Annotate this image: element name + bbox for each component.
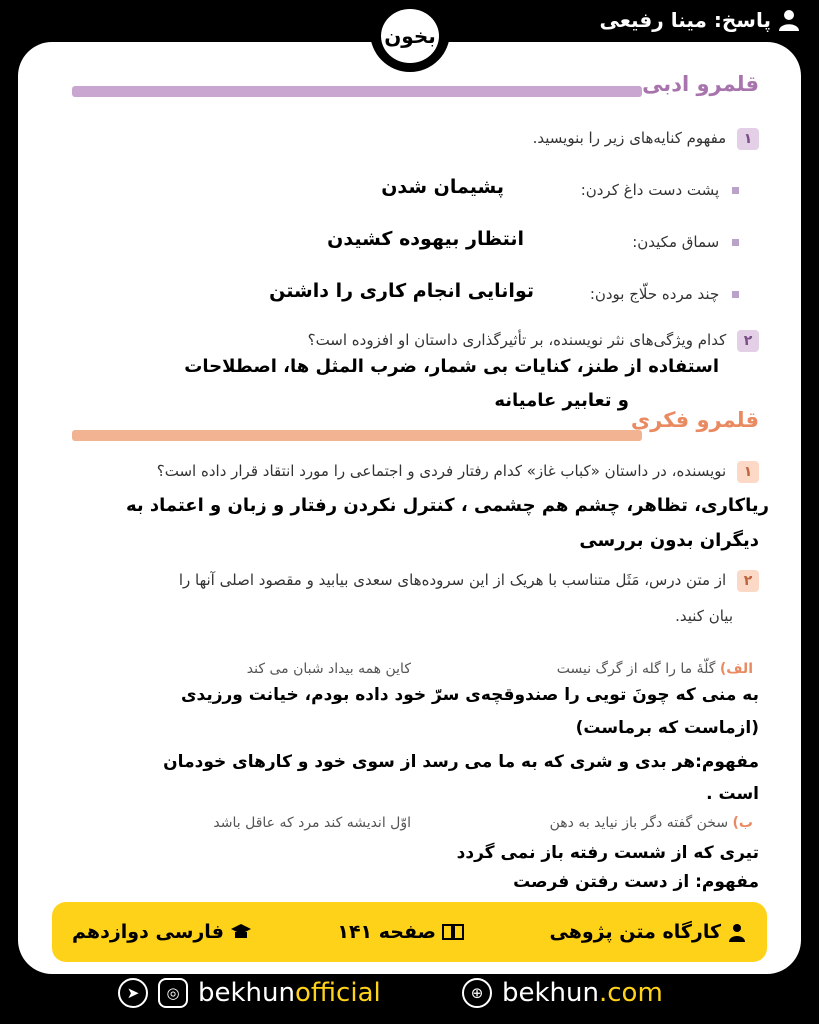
question-number: ۱ bbox=[737, 461, 759, 483]
page-label bbox=[337, 921, 464, 943]
globe-icon: ⊕ bbox=[462, 978, 492, 1008]
book-label bbox=[72, 921, 252, 943]
hemistich: اوّل اندیشه کند مرد که عاقل باشد bbox=[213, 815, 411, 831]
logo-text: بخون bbox=[384, 24, 436, 48]
literary-q2 bbox=[308, 330, 759, 352]
user-icon bbox=[779, 9, 799, 31]
graduation-cap-icon bbox=[230, 923, 252, 941]
social-handle[interactable] bbox=[118, 978, 381, 1008]
idiom-answer: انتظار بیهوده کشیدن bbox=[327, 228, 524, 250]
bullet-icon bbox=[732, 239, 739, 246]
telegram-icon[interactable]: ➤ bbox=[118, 978, 148, 1008]
intellectual-q2 bbox=[179, 570, 759, 592]
site-prefix: bekhun bbox=[502, 978, 599, 1008]
answer-text: دیگران بدون بررسی bbox=[579, 530, 759, 551]
question-text: کدام ویژگی‌های نثر نویسنده، بر تأثیرگذاری داستان او افزوده است؟ bbox=[307, 331, 727, 349]
bullet-icon bbox=[732, 187, 739, 194]
idiom-label: سماق مکیدن: bbox=[632, 233, 720, 251]
intellectual-section-title: قلمرو فکری bbox=[630, 408, 759, 432]
literary-section-title: قلمرو ادبی bbox=[642, 72, 759, 96]
answer-text: و تعابیر عامیانه bbox=[494, 390, 629, 411]
page-text: صفحه ۱۴۱ bbox=[337, 921, 437, 943]
question-number: ۲ bbox=[737, 570, 759, 592]
question-text: مفهوم کنایه‌های زیر را بنویسید. bbox=[532, 129, 727, 147]
question-number: ۱ bbox=[737, 128, 759, 150]
idiom-item bbox=[632, 233, 739, 251]
idiom-answer: پشیمان شدن bbox=[381, 176, 504, 198]
meaning-text: مفهوم: از دست رفتن فرصت bbox=[513, 872, 759, 892]
answer-text: ریاکاری، تظاهر، چشم هم چشمی ، کنترل نکردن رفتار و زبان و اعتماد به bbox=[125, 495, 769, 516]
verse-b bbox=[550, 815, 753, 831]
intellectual-q1 bbox=[157, 461, 759, 483]
bullet-icon bbox=[732, 291, 739, 298]
answer-text: (ازماست که برماست) bbox=[575, 718, 759, 738]
hemistich: سخن گفته دگر باز نیاید به دهن bbox=[549, 815, 729, 831]
part-label: الف) bbox=[719, 661, 753, 677]
responder-header bbox=[599, 8, 799, 32]
literary-section-line bbox=[72, 86, 642, 97]
teacher-icon bbox=[727, 922, 747, 942]
hemistich: کاین همه بیداد شبان می کند bbox=[246, 661, 411, 677]
idiom-label: پشت دست داغ کردن: bbox=[580, 181, 720, 199]
meaning-text: است . bbox=[706, 784, 759, 804]
meaning-text: مفهوم:هر بدی و شری که به ما می رسد از سوی خود و کارهای خودمان bbox=[163, 752, 759, 772]
verse-a bbox=[557, 661, 753, 677]
hemistich: گلّهٔ ما را گله از گرگ نیست bbox=[556, 661, 716, 677]
part-label: ب) bbox=[732, 815, 753, 831]
responder-name: پاسخ: مینا رفیعی bbox=[599, 8, 771, 32]
question-text: از متن درس، مَثَل متناسب با هریک از این سروده‌های سعدی بیابید و مقصود اصلی آنها را bbox=[178, 571, 727, 589]
intellectual-section-line bbox=[72, 430, 642, 441]
website-link[interactable] bbox=[462, 978, 663, 1008]
question-text-cont: بیان کنید. bbox=[675, 607, 733, 625]
answer-text: استفاده از طنز، کنایات بی شمار، ضرب المثل ها، اصطلاحات bbox=[184, 356, 719, 377]
idiom-answer: توانایی انجام کاری را داشتن bbox=[269, 280, 534, 302]
answer-text: به منی که چونَ تویی را صندوقچه‌ی سرّ خود داده بودم، خیانت ورزیدی bbox=[180, 685, 759, 705]
workshop-text: کارگاه متن پژوهی bbox=[549, 921, 721, 943]
instagram-icon[interactable]: ◎ bbox=[158, 978, 188, 1008]
idiom-item bbox=[581, 181, 739, 199]
workshop-label bbox=[549, 921, 747, 943]
question-number: ۲ bbox=[737, 330, 759, 352]
idiom-item bbox=[590, 285, 739, 303]
handle-suffix: official bbox=[295, 978, 381, 1008]
site-suffix: .com bbox=[599, 978, 663, 1008]
question-text: نویسنده، در داستان «کباب غاز» کدام رفتار فردی و اجتماعی را مورد انتقاد قرار داده است؟ bbox=[156, 462, 727, 480]
lesson-info-bar bbox=[52, 902, 767, 962]
literary-q1 bbox=[533, 128, 759, 150]
handle-prefix: bekhun bbox=[198, 978, 295, 1008]
idiom-label: چند مرده حلّاج بودن: bbox=[589, 285, 720, 303]
answer-text: تیری که از شست رفته باز نمی گردد bbox=[456, 843, 759, 863]
book-text: فارسی دوازدهم bbox=[72, 921, 224, 943]
book-open-icon bbox=[442, 923, 464, 941]
